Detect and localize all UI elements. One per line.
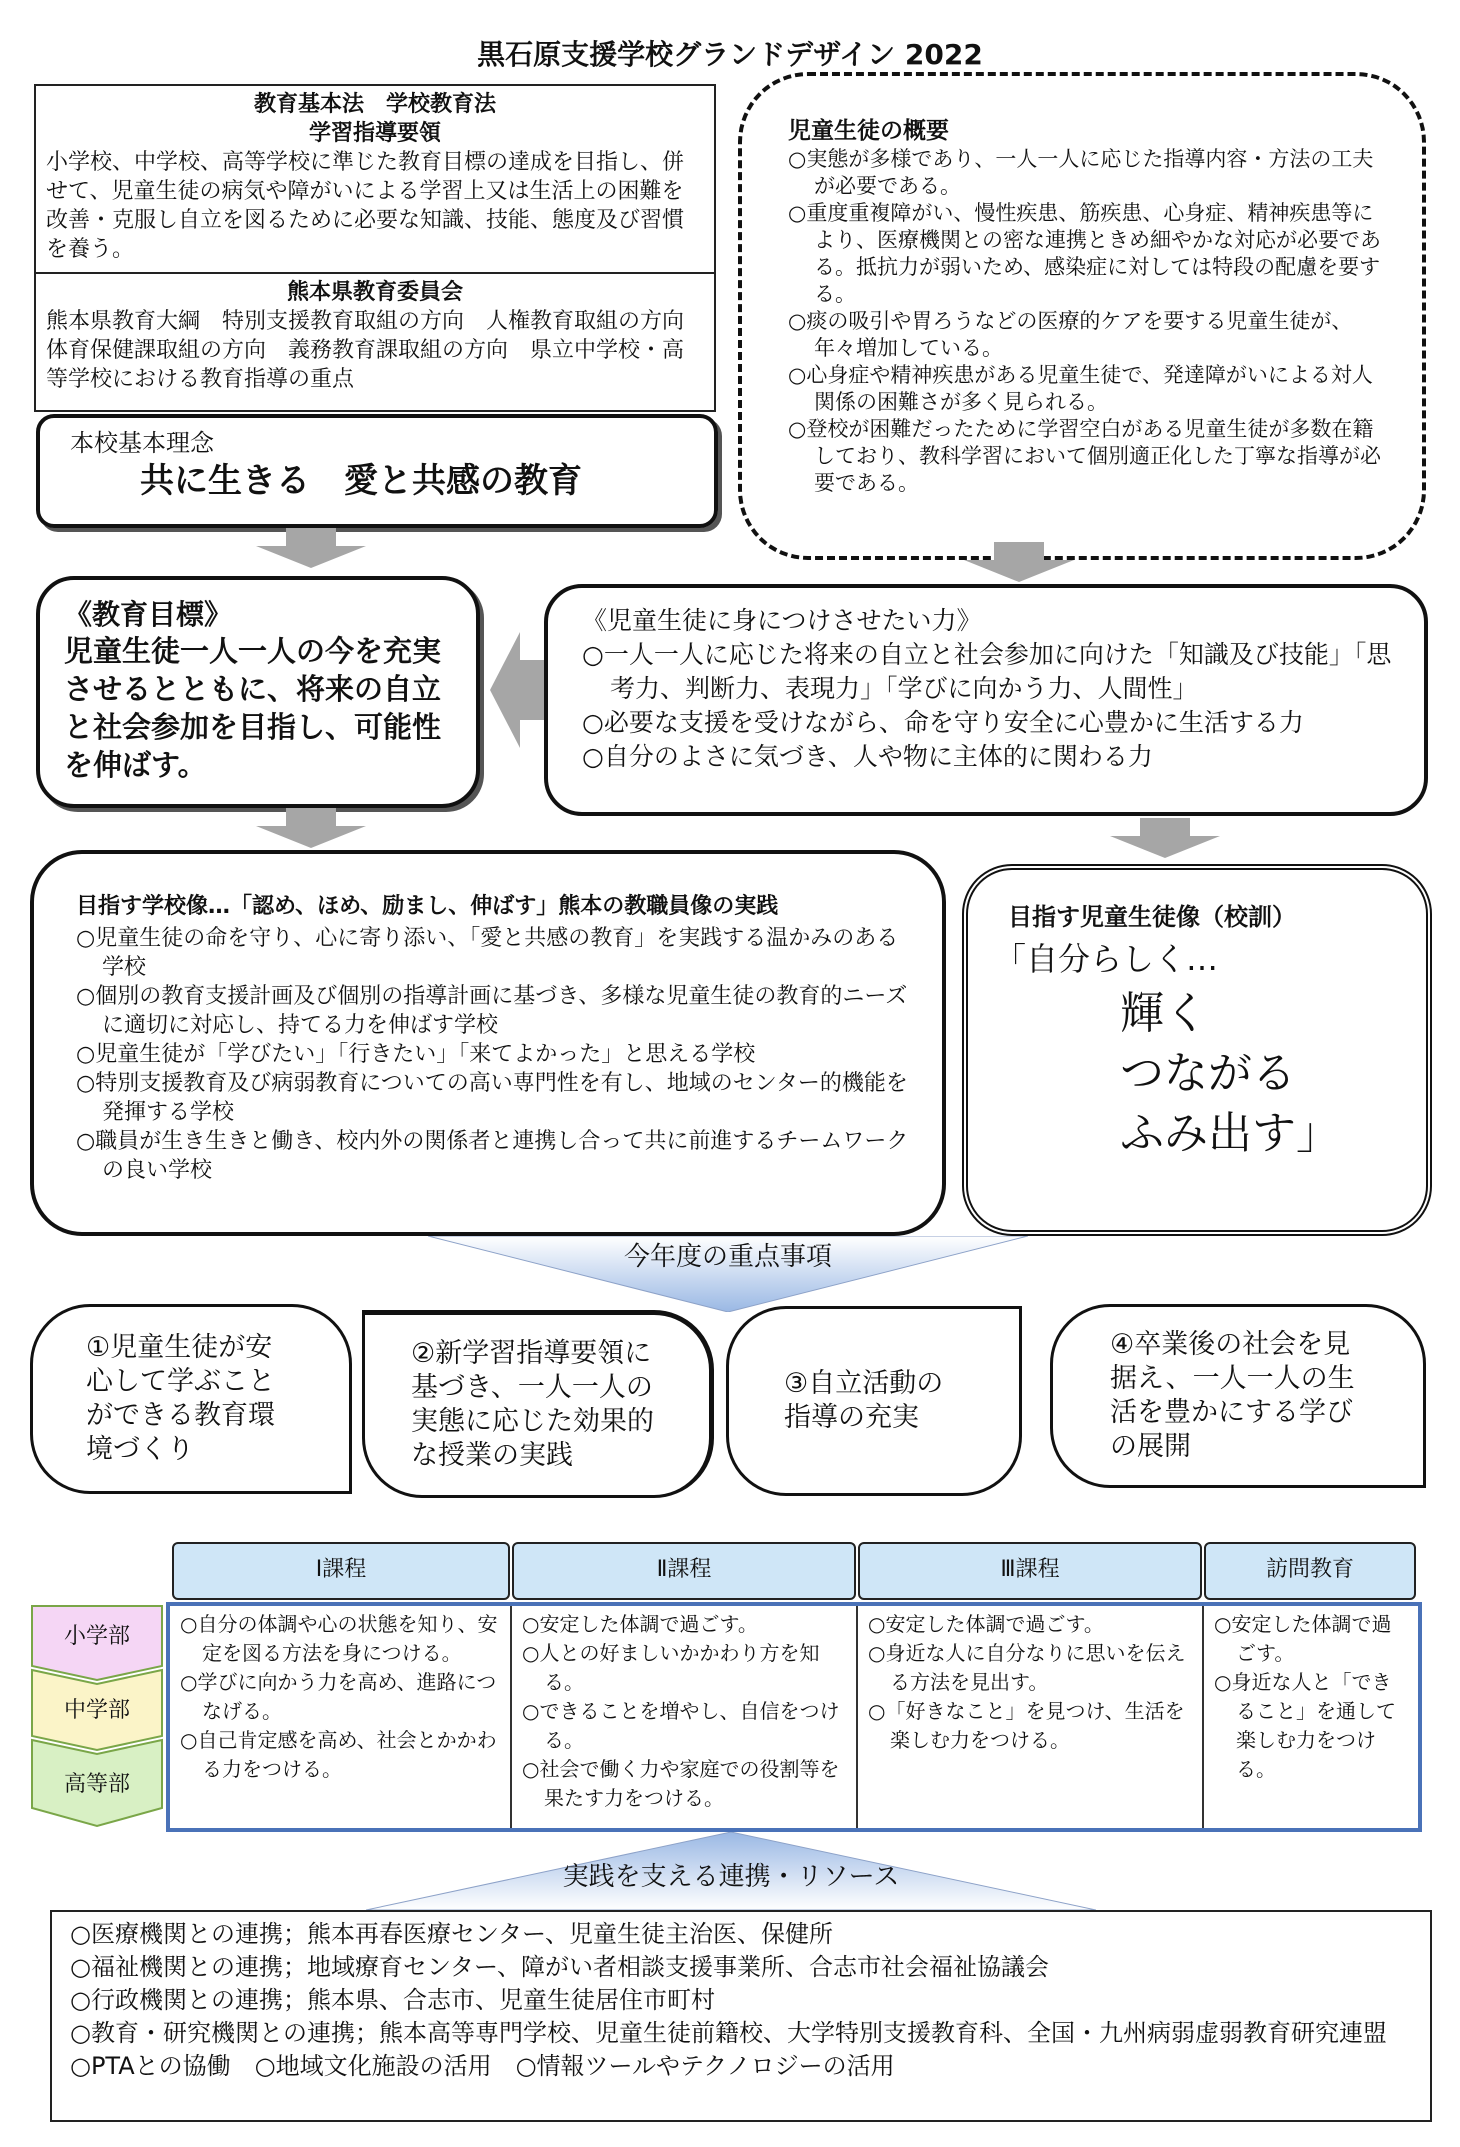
page-title: 黒石原支援学校グランドデザイン 2022 [477,38,983,71]
arrow-down-1 [256,528,366,568]
skills-item: ○自分のよさに気づき、人や物に主体的に関わる力 [582,742,1153,771]
course-header-1: Ⅰ課程 [172,1542,510,1600]
arrow-left [490,632,552,748]
resource-item: ○福祉機関との連携；地域療育センター、障がい者相談支援事業所、合志市社会福祉協議会 [70,1953,1050,1981]
overview-box [738,72,1426,560]
course-item: ○安定した体調で過ごす。 [868,1612,1104,1636]
skills-item: ○一人一人に応じた将来の自立と社会参加に向けた「知識及び技能」「思考力、判断力、表現力」「学びに向かう力、人間性」 [582,640,1392,703]
resource-item: ○行政機関との連携；熊本県、合志市、児童生徒居住市町村 [70,1986,715,2014]
law-body: 小学校、中学校、高等学校に準じた教育目標の達成を目指し、併せて、児童生徒の病気や障がいによる学習上又は生活上の困難を改善・克服し自立を図るために必要な知識、技能、態度及び習慣を養う。 [46,150,685,262]
resources-label: 実践を支える連携・リソース [562,1862,900,1892]
overview-item: ○心身症や精神疾患がある児童生徒で、発達障がいによる対人関係の困難さが多く見られる。 [788,363,1373,414]
philosophy-label: 本校基本理念 [70,429,214,457]
motto-line: ふみ出す」 [1120,1108,1340,1159]
course-col-1 [172,1606,510,1788]
course-header-3: Ⅲ課程 [858,1542,1202,1600]
philosophy-box [36,414,718,528]
goal-body: 児童生徒一人一人の今を充実させるとともに、将来の自立と社会参加を目指し、可能性を伸ばす。 [64,634,442,782]
course-item: ○人との好ましいかかわり方を知る。 [522,1641,820,1694]
school-image-heading: 目指す学校像…「認め、ほめ、励まし、伸ばす」熊本の教職員像の実践 [76,894,779,919]
division-elementary: 小学部 [63,1624,130,1649]
overview-item: ○登校が困難だったために学習空白がある児童生徒が多数在籍しており、教科学習において個別適正化した丁寧な指導が必要である。 [788,417,1381,495]
overview-item: ○重度重複障がい、慢性疾患、筋疾患、心身症、精神疾患等により、医療機関との密な連携ときめ細やかな対応が必要である。抵抗力が弱いため、感染症に対しては特段の配慮を要する。 [788,201,1381,306]
motto-box [962,864,1432,1236]
board-body: 熊本県教育大綱 特別支援教育取組の方向 人権教育取組の方向 体育保健課取組の方向 義務教育課取組の方向 県立中学校・高等学校における教育指導の重点 [46,309,707,392]
course-header-4: 訪問教育 [1204,1542,1416,1600]
school-image-item: ○児童生徒が「学びたい」「行きたい」「来てよかった」と思える学校 [76,1042,756,1067]
resource-item: ○教育・研究機関との連携；熊本高等専門学校、児童生徒前籍校、大学特別支援教育科、全国・九州病弱虚弱教育研究連盟 ○PTAとの協働 ○地域文化施設の活用 ○情報ツールやテクノロジーの活用 [70,2019,1411,2080]
overview-item: ○実態が多様であり、一人一人に応じた指導内容・方法の工夫が必要である。 [788,147,1374,198]
course-item: ○できることを増やし、自信をつける。 [522,1699,840,1752]
course-item: ○自分の体調や心の状態を知り、安定を図る方法を身につける。 [180,1612,498,1665]
course-item: ○学びに向かう力を高め、進路につなげる。 [180,1670,497,1723]
skills-heading: 《児童生徒に身につけさせたい力》 [582,606,982,635]
arrow-down-2 [964,542,1074,582]
priority-item-4: ④卒業後の社会を見据え、一人一人の生活を豊かにする学びの展開 [1050,1304,1426,1488]
law-heading: 教育基本法 学校教育法 [253,92,496,117]
course-item: ○「好きなこと」を見つけ、生活を楽しむ力をつける。 [868,1699,1185,1752]
school-image-item: ○個別の教育支援計画及び個別の指導計画に基づき、多様な児童生徒の教育的ニーズに適切に対応し、持てる力を伸ばす学校 [76,984,908,1038]
motto-line: 輝く [1120,988,1208,1039]
course-item: ○社会で働く力や家庭での役割等を果たす力をつける。 [522,1757,840,1810]
resources-box [50,1910,1432,2122]
priority-item-1: ①児童生徒が安心して学ぶことができる教育環境づくり [30,1304,352,1494]
skills-item: ○必要な支援を受けながら、命を守り安全に心豊かに生活する力 [582,708,1304,737]
course-col-2 [514,1606,856,1817]
school-image-item: ○職員が生き生きと働き、校内外の関係者と連携し合って共に前進するチームワークの良い学校 [76,1129,909,1183]
skills-box [544,584,1428,816]
resource-item: ○医療機関との連携；熊本再春医療センター、児童生徒主治医、保健所 [70,1920,834,1948]
course-divider [1202,1606,1204,1828]
course-col-3 [860,1606,1202,1759]
course-item: ○身近な人に自分なりに思いを伝える方法を見出す。 [868,1641,1186,1694]
arrow-down-3 [256,808,366,848]
motto-line: 「自分らしく… [994,940,1219,978]
goal-heading: 《教育目標》 [64,598,233,631]
goal-box [36,576,480,808]
course-item: ○安定した体調で過ごす。 [1214,1612,1392,1665]
overview-heading: 児童生徒の概要 [788,118,949,144]
course-item: ○安定した体調で過ごす。 [522,1612,758,1636]
priority-item-3: ③自立活動の指導の充実 [726,1306,1022,1496]
priorities-label: 今年度の重点事項 [623,1242,832,1272]
course-divider [510,1606,512,1828]
course-item: ○身近な人と「できること」を通して楽しむ力をつける。 [1214,1670,1396,1781]
division-high: 高等部 [63,1772,130,1797]
motto-heading: 目指す児童生徒像（校訓） [1008,903,1296,931]
course-divider [856,1606,858,1828]
course-item: ○自己肯定感を高め、社会とかかわる力をつける。 [180,1728,497,1781]
division-junior-high: 中学部 [63,1698,130,1723]
priority-item-2: ②新学習指導要領に基づき、一人一人の実態に応じた効果的な授業の実践 [362,1310,714,1498]
course-header-2: Ⅱ課程 [512,1542,856,1600]
school-image-item: ○児童生徒の命を守り、心に寄り添い、「愛と共感の教育」を実践する温かみのある学校 [76,926,899,980]
course-col-4 [1206,1606,1418,1788]
philosophy-value: 共に生きる 愛と共感の教育 [140,461,582,501]
overview-item: ○痰の吸引や胃ろうなどの医療的ケアを要する児童生徒が、年々増加している。 [788,309,1353,360]
board-box [34,272,716,412]
arrow-down-4 [1110,818,1220,858]
guideline-heading: 学習指導要領 [308,121,441,146]
law-box [34,84,716,274]
motto-line: つながる [1120,1048,1296,1099]
school-image-item: ○特別支援教育及び病弱教育についての高い専門性を有し、地域のセンター的機能を発揮する学校 [76,1071,908,1125]
board-heading: 熊本県教育委員会 [286,280,463,305]
school-image-box [30,850,946,1236]
